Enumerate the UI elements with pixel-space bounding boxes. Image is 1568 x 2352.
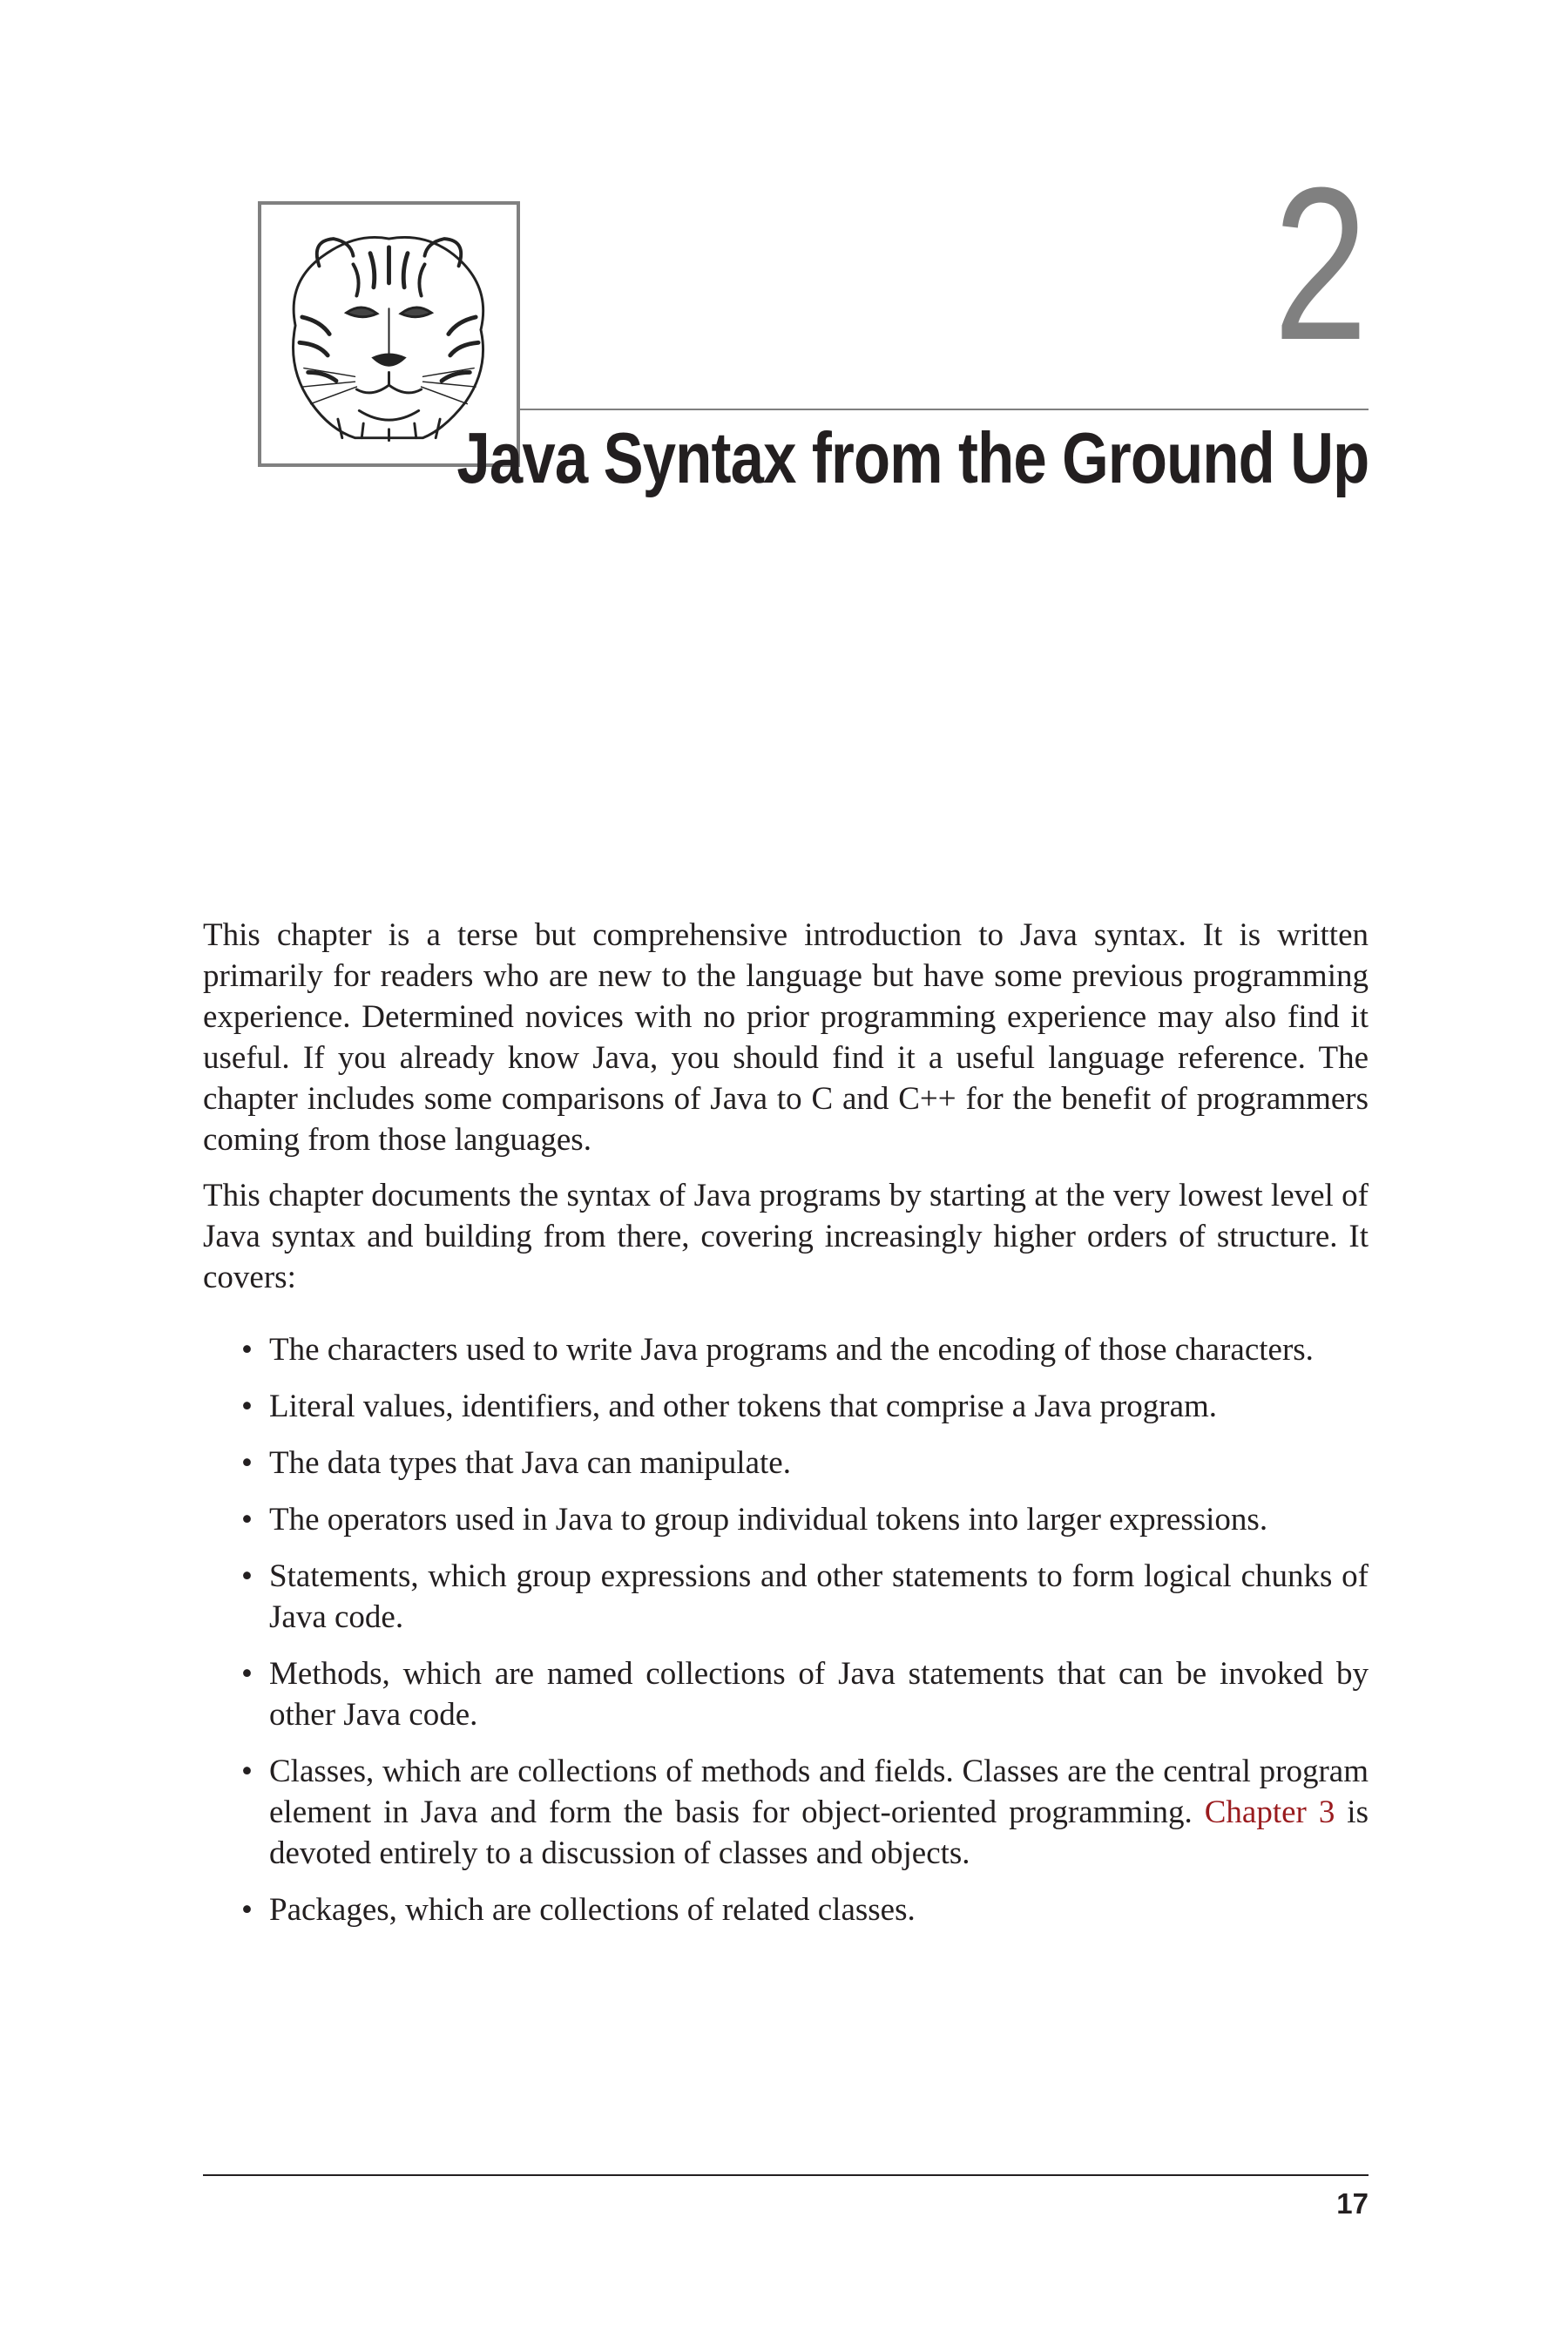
classes-text-before: Classes, which are collections of methods and fields. Classes are the central program element in Java and form the basis for object-oriented programming. bbox=[269, 1754, 1369, 1830]
list-item bbox=[203, 1653, 1369, 1735]
chapter-number: 2 bbox=[1273, 142, 1365, 385]
footer-rule bbox=[203, 2174, 1369, 2176]
chapter-body bbox=[203, 915, 1369, 1946]
list-item-text: Methods, which are named collections of Java statements that can be invoked by other Java code. bbox=[269, 1656, 1369, 1733]
list-item-text: Packages, which are collections of related classes. bbox=[269, 1892, 916, 1928]
list-item-text: The data types that Java can manipulate. bbox=[269, 1445, 791, 1481]
bullet-icon: • bbox=[241, 1558, 253, 1594]
list-item bbox=[203, 1499, 1369, 1540]
chapter-title-rule bbox=[520, 409, 1369, 410]
list-item bbox=[203, 1889, 1369, 1930]
list-item bbox=[203, 1751, 1369, 1874]
page-number: 17 bbox=[1336, 2187, 1369, 2220]
bullet-icon: • bbox=[241, 1502, 253, 1538]
bullet-icon: • bbox=[241, 1332, 253, 1368]
list-item-text: The operators used in Java to group individual tokens into larger expressions. bbox=[269, 1502, 1268, 1538]
intro-paragraph: This chapter is a terse but comprehensive introduction to Java syntax. It is written primarily for readers who are new to the language but have some previous programming experience. Determined novices with no prior programming experience may also find it useful. If you already know Java, you should find it a useful language reference. The chapter includes some comparisons of Java to C and C++ for the benefit of programmers coming from those languages. bbox=[203, 917, 1369, 1158]
list-item bbox=[203, 1556, 1369, 1638]
list-item-text: The characters used to write Java programs and the encoding of those characters. bbox=[269, 1332, 1314, 1368]
bullet-icon: • bbox=[241, 1892, 253, 1928]
list-item-text: Statements, which group expressions and other statements to form logical chunks of Java code. bbox=[269, 1558, 1369, 1635]
chapter-3-link[interactable]: Chapter 3 bbox=[1204, 1794, 1335, 1830]
bullet-icon: • bbox=[241, 1445, 253, 1481]
list-item-text bbox=[269, 1754, 1369, 1871]
overview-paragraph: This chapter documents the syntax of Java programs by starting at the very lowest level of Java syntax and building from there, covering increasingly higher orders of structure. It covers: bbox=[203, 1178, 1369, 1295]
list-item bbox=[203, 1443, 1369, 1484]
bullet-icon: • bbox=[241, 1656, 253, 1692]
topic-list bbox=[203, 1329, 1369, 1930]
bullet-icon: • bbox=[241, 1754, 253, 1789]
list-item-text: Literal values, identifiers, and other tokens that comprise a Java program. bbox=[269, 1389, 1218, 1424]
list-item bbox=[203, 1329, 1369, 1370]
list-item bbox=[203, 1386, 1369, 1427]
classes-text-after: is devoted entirely to a discussion of classes and objects. bbox=[269, 1794, 1369, 1871]
chapter-title: Java Syntax from the Ground Up bbox=[456, 417, 1369, 498]
bullet-icon: • bbox=[241, 1389, 253, 1424]
